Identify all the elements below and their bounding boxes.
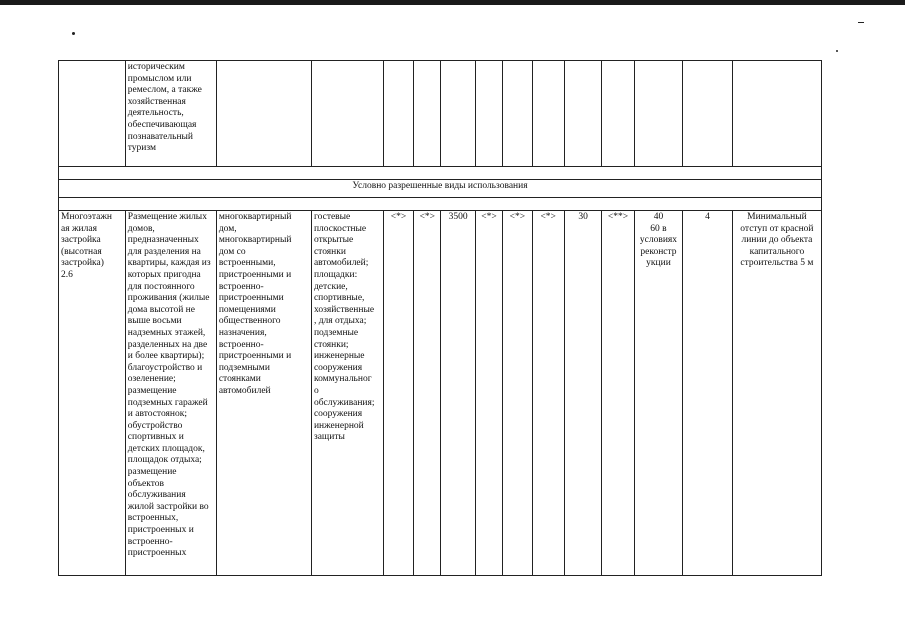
value-cell: 3500: [441, 211, 475, 576]
table-row: [59, 61, 822, 167]
scan-speck: [836, 50, 838, 52]
section-header: Условно разрешенные виды использования: [59, 180, 822, 198]
table-cell: [732, 61, 821, 167]
use-description-cell: Размещение жилых домов, предназначенных для разделения на квартиры, каждая из которых пригодна для постоянного проживания (жилые дома высотой не выше восьми надземных этажей, разделенных на две и более квартиры); благоустройство и озеленение; размещение подземных гаражей и автостоянок; обустройство спортивных и детских площадок, площадок отдыха; размещение объектов обслуживания жилой застройки во встроенных, пристроенных и встроенно- пристроенных: [125, 211, 216, 576]
value-cell: <*>: [414, 211, 441, 576]
table-cell: [311, 61, 383, 167]
table-cell: [383, 61, 413, 167]
value-cell: <*>: [383, 211, 413, 576]
main-use-cell: многоквартирный дом, многоквартирный дом со встроенными, пристроенными и встроенно- пристроенными помещениями общественного назначения, встроенно- пристроенными и подземными стоянками автомобилей: [216, 211, 311, 576]
table-cell: [216, 61, 311, 167]
table-cell: [59, 61, 126, 167]
table-cell: [532, 61, 564, 167]
count-cell: 4: [683, 211, 733, 576]
table-cell: [441, 61, 475, 167]
table-row: [59, 211, 822, 576]
table-cell: [503, 61, 532, 167]
table-cell: [602, 61, 634, 167]
auxiliary-use-cell: гостевые плоскостные открытые стоянки автомобилей; площадки: детские, спортивные, хозяйственные , для отдыха; подземные стоянки; инженерные сооружения коммунальног о обслуживания; сооружения инженерной защиты: [311, 211, 383, 576]
use-name-cell: Многоэтажн ая жилая застройка (высотная застройка) 2.6: [59, 211, 126, 576]
table-row: [59, 167, 822, 180]
value-cell: <*>: [475, 211, 502, 576]
table-cell: [683, 61, 733, 167]
value-cell: <*>: [503, 211, 532, 576]
table-cell: [634, 61, 683, 167]
value-cell: <*>: [532, 211, 564, 576]
note-cell: Минимальный отступ от красной линии до объекта капитального строительства 5 м: [732, 211, 821, 576]
value-cell: <**>: [602, 211, 634, 576]
spacer-cell: [59, 167, 822, 180]
scan-speck: [858, 22, 864, 23]
value-cell: 30: [564, 211, 601, 576]
table-cell: [564, 61, 601, 167]
max-floors-cell: 40 60 в условиях реконстр укции: [634, 211, 683, 576]
history-description-cell: историческим промыслом или ремеслом, а также хозяйственная деятельность, обеспечивающая познавательный туризм: [125, 61, 216, 167]
section-header-row: [59, 180, 822, 198]
table-cell: [414, 61, 441, 167]
table-cell: [475, 61, 502, 167]
scan-speck: [72, 32, 75, 35]
zoning-table: [58, 60, 822, 576]
scan-top-edge: [0, 0, 905, 5]
spacer-cell: [59, 198, 822, 211]
table-row: [59, 198, 822, 211]
